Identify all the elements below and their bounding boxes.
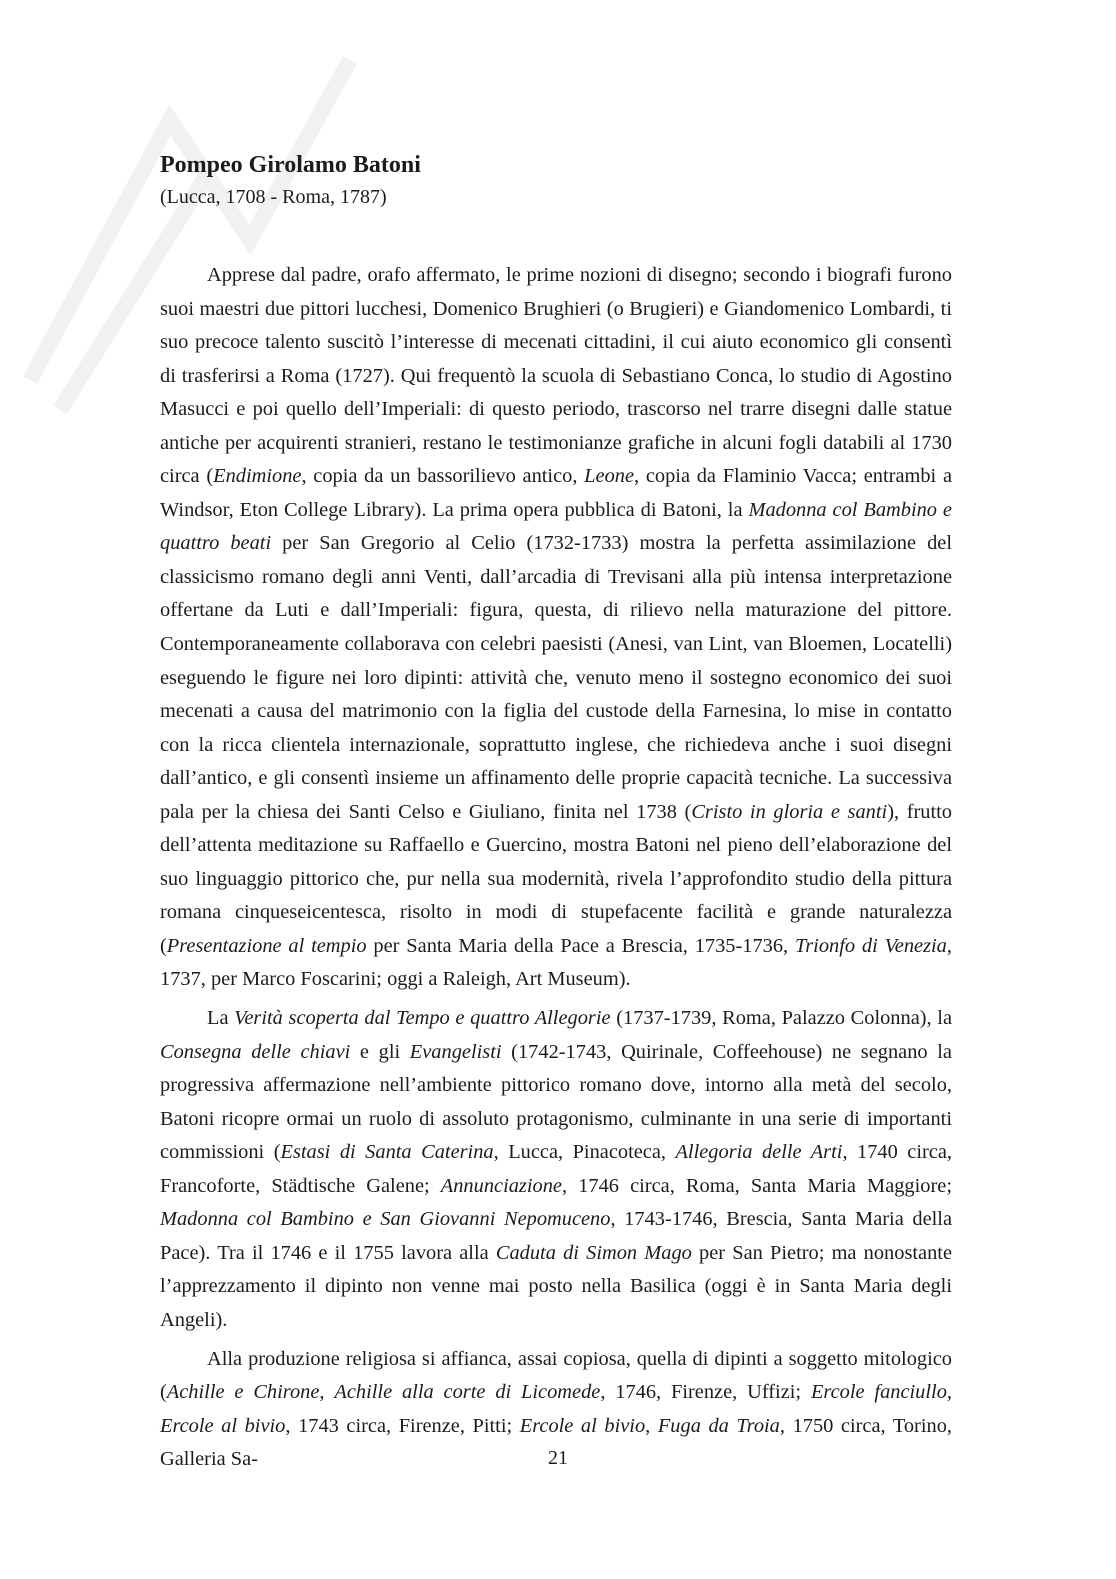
italic-title: Madonna col Bambino e San Giovanni Nepomuceno: [160, 1208, 611, 1231]
italic-title: Allegoria delle Arti: [675, 1141, 843, 1164]
text-run: , 1743 circa, Firenze, Pitti;: [285, 1414, 520, 1437]
text-run: e gli: [350, 1040, 410, 1063]
text-run: , 1743-1746, Brescia, Santa Maria della Pace). Tra il 1746 e il 1755 lavora alla: [160, 1208, 952, 1264]
text-run: ,: [319, 1381, 335, 1404]
italic-title: Leone: [584, 465, 635, 488]
text-run: per San Gregorio al Celio (1732-1733) mostra la perfetta assimilazione del classicismo romano degli anni Venti, dall’arcadia di Trevisani alla più intensa interpretazione offertane da Luti e dall’Imperiali: figura, questa, di rilievo nella maturazione del pittore. Contemporaneamente collaborava con celebri paesisti (Anesi, van Lint, van Bloemen, Locatelli) eseguendo le figure nei loro dipinti: attività che, venuto meno il sostegno economico dei suoi mecenati a causa del matrimonio con la figlia del custode della Farnesina, lo mise in contatto con la ricca clientela internazionale, soprattutto inglese, che richiedeva anche i suoi disegni dall’antico, e gli consentì insieme un affinamento delle proprie capacità tecniche. La successiva pala per la chiesa dei Santi Celso e Giuliano, finita nel 1738 (: [160, 532, 952, 823]
italic-title: Fuga da Troia: [657, 1414, 780, 1437]
text-run: (1742-1743, Quirinale, Coffeehouse) ne segnano la progressiva affermazione nell’ambiente pittorico romano dove, intorno alla metà del secolo, Batoni ricopre ormai un ruolo di assoluto protagonismo, culminante in una serie di importanti commissioni (: [160, 1040, 952, 1164]
text-run: (1737-1739, Roma, Palazzo Colonna), la: [610, 1007, 953, 1030]
text-run: ,: [946, 1381, 953, 1404]
italic-title: Cristo in gloria e santi: [691, 800, 888, 823]
italic-title: Ercole al bivio: [519, 1414, 646, 1437]
text-run: per San Pietro; ma nonostante l’apprezzamento il dipinto non venne mai posto nella Basilica (oggi è in Santa Maria degli Angeli).: [160, 1241, 952, 1331]
text-run: , 1737, per Marco Foscarini; oggi a Raleigh, Art Museum).: [160, 934, 952, 991]
text-run: , copia da Flaminio Vacca; entrambi a Windsor, Eton College Library). La prima opera pubblica di Batoni, la: [160, 465, 952, 521]
text-run: La: [207, 1007, 235, 1030]
text-run: , Lucca, Pinacoteca,: [493, 1141, 676, 1164]
italic-title: Achille alla corte di Licomede: [334, 1381, 601, 1404]
italic-title: Caduta di Simon Mago: [495, 1241, 692, 1264]
italic-title: Ercole al bivio: [160, 1414, 286, 1437]
text-run: , 1750 circa, Torino, Galleria Sa-: [160, 1414, 953, 1471]
document-body: [160, 148, 952, 1482]
italic-title: Trionfo di Venezia: [795, 934, 947, 957]
italic-title: Estasi di Santa Caterina: [280, 1141, 494, 1164]
text-run: , copia da un bassorilievo antico,: [301, 465, 585, 488]
italic-title: Verità scoperta dal Tempo e quattro Allegorie: [234, 1007, 611, 1030]
text-run: per Santa Maria della Pace a Brescia, 1735-1736,: [366, 934, 795, 957]
italic-title: Consegna delle chiavi: [160, 1040, 351, 1063]
text-run: ,: [645, 1414, 658, 1437]
page-number: 21: [548, 1447, 568, 1469]
text-run: , 1740 circa, Francoforte, Städtische Galene;: [160, 1141, 952, 1197]
text-run: Apprese dal padre, orafo affermato, le prime nozioni di disegno; secondo i biografi furono suoi maestri due pittori lucchesi, Domenico Brughieri (o Brugieri) e Giandomenico Lombardi, ti suo precoce talento suscitò l’interesse di mecenati cittadini, il cui aiuto economico gli consentì di trasferirsi a Roma (1727). Qui frequentò la scuola di Sebastiano Conca, lo studio di Agostino Masucci e poi quello dell’Imperiali: di questo periodo, trascorso nel trarre disegni dalle statue antiche per acquirenti stranieri, restano le testimonianze grafiche in alcuni fogli databili al 1730 circa (: [160, 264, 952, 488]
text-run: , 1746, Firenze, Uffizi;: [600, 1381, 811, 1404]
italic-title: Madonna col Bambino e quattro beati: [160, 498, 952, 555]
italic-title: Annunciazione: [440, 1174, 562, 1197]
page-subtitle: (Lucca, 1708 - Roma, 1787): [160, 186, 387, 208]
italic-title: Achille e Chirone: [166, 1381, 320, 1404]
text-run: , 1746 circa, Roma, Santa Maria Maggiore;: [561, 1174, 952, 1197]
italic-title: Endimione: [213, 465, 302, 488]
paragraph: [160, 259, 952, 997]
text-run: ), frutto dell’attenta meditazione su Raffaello e Guercino, mostra Batoni nel pieno dell’elaborazione del suo linguaggio pittorico che, pur nella sua modernità, rivela l’approfondito studio della pittura romana cinqueseicentesca, risolto in modi di stupefacente facilità e grande naturalezza (: [160, 800, 952, 957]
text-run: Alla produzione religiosa si affianca, assai copiosa, quella di dipinti a soggetto mitologico (: [160, 1347, 952, 1404]
body-text: [160, 259, 952, 1477]
italic-title: Ercole fanciullo: [810, 1381, 947, 1404]
italic-title: Presentazione al tempio: [166, 934, 367, 957]
italic-title: Evangelisti: [409, 1040, 502, 1063]
page-title: Pompeo Girolamo Batoni: [160, 152, 421, 178]
paragraph: [160, 1002, 952, 1337]
